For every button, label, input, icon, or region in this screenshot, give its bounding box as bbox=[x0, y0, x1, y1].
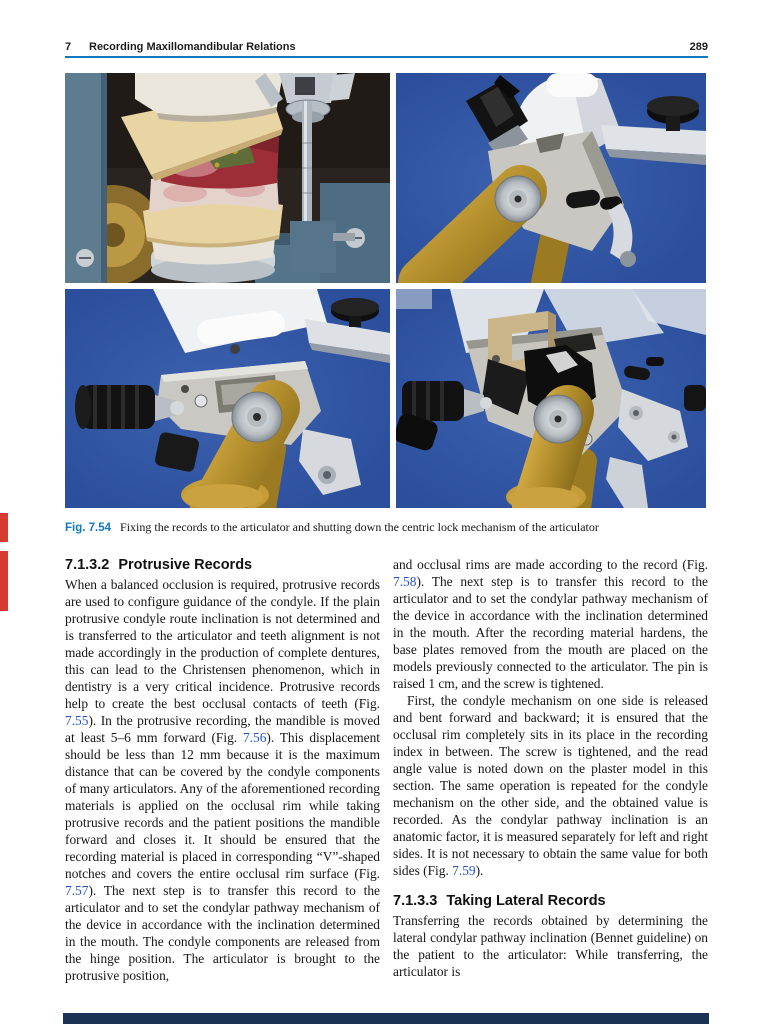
figure-caption bbox=[65, 520, 708, 536]
figure-reference-link[interactable]: 7.57 bbox=[65, 883, 89, 898]
footer-band bbox=[63, 1013, 709, 1024]
figure-caption-label: Fig. 7.54 bbox=[65, 522, 112, 534]
page-edge-mark bbox=[0, 513, 8, 542]
body-text bbox=[65, 556, 708, 984]
paragraph: First, the condyle mechanism on one side is released and bent forward and backward; it is ensured that the occlusal rim completely sits in its place in the recording index in between. The screw is tightened, and the read angle value is noted down on the plaster model in this section. The same operation is repeated for the condyle mechanism on the other side, and the obtained value is recorded. As the condylar pathway inclination is an anatomic factor, it is measured separately for left and right sides. It is not necessary to obtain the same value for both sides (Fig. 7.59). bbox=[393, 693, 708, 878]
figure-reference-link[interactable]: 7.58 bbox=[393, 574, 417, 589]
section-number: 7.1.3.2 bbox=[65, 557, 110, 573]
section-number: 7.1.3.3 bbox=[393, 893, 438, 909]
section-heading bbox=[393, 892, 708, 910]
figure-grid bbox=[65, 73, 706, 508]
page-number: 289 bbox=[689, 41, 708, 53]
column-left bbox=[65, 556, 380, 984]
chapter-title: Recording Maxillomandibular Relations bbox=[89, 41, 296, 53]
header-rule bbox=[65, 56, 708, 58]
photo-condylar-mechanism-lateral bbox=[396, 73, 706, 283]
paragraph: Transferring the records obtained by determining the lateral condylar pathway inclination (Bennet guideline) on the patient to the articulator: While transferring, the articulator is bbox=[393, 913, 708, 979]
section-title: Protrusive Records bbox=[118, 557, 253, 573]
paragraph: When a balanced occlusion is required, protrusive records are used to configure guidance of the condyle. If the plain protrusive condyle route inclination is not determined and is transferred to the articulator and teeth alignment is not made accordingly in the production of complete dentures, this can lead to the Christensen phenomenon, which in dentistry is a very critical incidence. Protrusive records help to create the best occlusal contacts of teeth (Fig. 7.55). In the protrusive recording, the mandible is moved at least 5–6 mm forward (Fig. 7.56). This displacement should be less than 12 mm because it is the maximum distance that can be covered by the condyle components of many articulators. Any of the aforementioned recording materials is applied on the occlusal rim while taking protrusive records and the patient positions the mandible forward and closes it. It should be ensured that the recording material is placed in corresponding “V”-shaped notches and covers the entire occlusal rim surface (Fig. 7.57). The next step is to transfer this record to the articulator and to set the condylar pathway mechanism of the device in accordance with the inclination determined in the mouth. The condyle components are released from the hinge position. The articulator is brought to the protrusive position, bbox=[65, 577, 380, 983]
photo-casts-in-articulator bbox=[65, 73, 390, 283]
section-heading bbox=[65, 556, 380, 574]
page-header bbox=[65, 41, 708, 53]
paragraph: and occlusal rims are made according to the record (Fig. 7.58). The next step is to transfer this record to the articulator and to set the condylar pathway mechanism of the device in accordance with the inclination determined in the mouth. After the recording material hardens, the base plates removed from the mouth are placed on the models previously connected to the articulator. The pin is raised 1 cm, and the screw is tightened. bbox=[393, 557, 708, 691]
figure-reference-link[interactable]: 7.55 bbox=[65, 713, 89, 728]
column-right bbox=[393, 556, 708, 984]
figure-reference-link[interactable]: 7.59 bbox=[452, 863, 476, 878]
section-title: Taking Lateral Records bbox=[446, 893, 606, 909]
figure-reference-link[interactable]: 7.56 bbox=[242, 730, 267, 745]
chapter-number: 7 bbox=[65, 41, 72, 53]
page-edge-mark bbox=[0, 551, 8, 611]
photo-centric-lock-closed bbox=[396, 289, 706, 508]
photo-condylar-mechanism-knob bbox=[65, 289, 390, 508]
figure-caption-text: Fixing the records to the articulator and shutting down the centric lock mechanism of the articulator bbox=[120, 520, 599, 534]
